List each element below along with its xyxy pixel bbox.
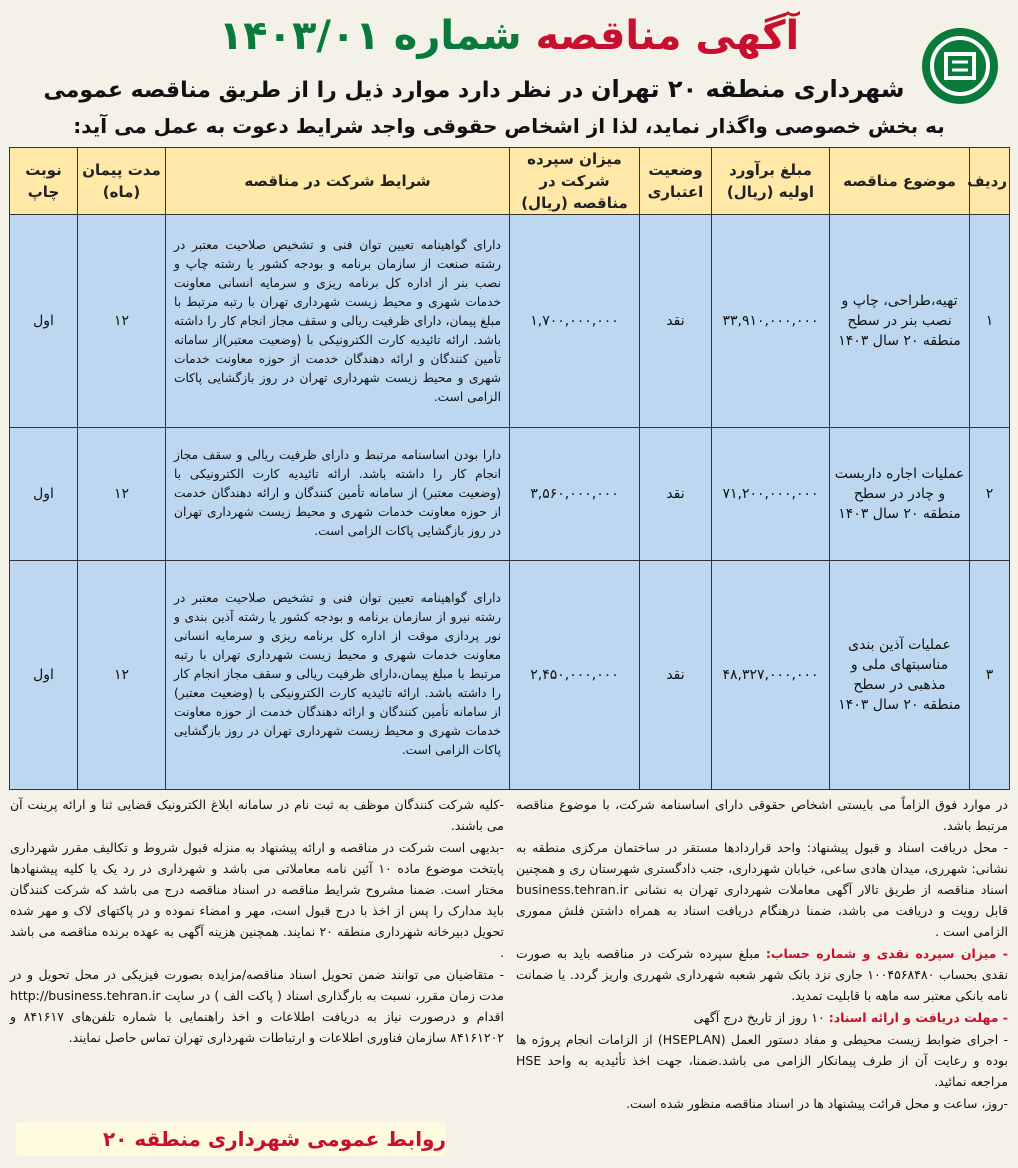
intro-rest: در نظر دارد موارد ذیل را از طریق مناقصه عمومی	[43, 78, 584, 103]
note-opening: -روز، ساعت و محل قرائت پیشنهاد ها در اسناد مناقصه منظور شده است.	[626, 1096, 1008, 1111]
intro-bold: شهرداری منطقه ۲۰ تهران	[591, 75, 905, 103]
notice-title	[110, 12, 908, 60]
note-deposit	[516, 943, 1008, 1006]
cell-duration: ۱۲	[78, 428, 166, 561]
cell-deposit: ۲,۴۵۰,۰۰۰,۰۰۰	[510, 560, 640, 789]
cell-credit: نقد	[640, 215, 712, 428]
note-acceptance: -بدیهی است شرکت در مناقصه و ارائه پیشنهاد به منزله قبول شروط و تکالیف مقرر شهرداری پایتخت موضوع ماده ۱۰ آئین نامه معاملاتی می باشد و شهرداری در رد یک یا کلیه پیشنهادها مختار است. ضمنا مشروح شرایط مناقصه در اسناد مناقصه درج می باشد که شرکت کنندگان باید مدارک را پس از اخذ با درج قبول است، مهر و امضاء نموده و در پاکتهای لاک و مهر شده تحویل دبیرخانه شهرداری منطقه ۲۰ نمایند. همچنین هزینه آگهی به عهده برنده مناقصه می باشد .	[10, 840, 505, 960]
cell-print: اول	[10, 215, 78, 428]
cell-duration: ۱۲	[78, 215, 166, 428]
deadline-label: - مهلت دریافت و ارائه اسناد:	[828, 1010, 1008, 1025]
table-row	[10, 428, 1010, 561]
note-legal-entity: در موارد فوق الزاماً می بایستی اشخاص حقوقی دارای اساسنامه شرکت، با موضوع مناقصه مرتبط باشد.	[516, 797, 1008, 833]
cell-subject: تهیه،طراحی، چاپ و نصب بنر در سطح منطقه ۲۰ سال ۱۴۰۳	[830, 215, 970, 428]
header-credit: وضعیت اعتباری	[640, 148, 712, 215]
deposit-label: - میزان سپرده نقدی و شماره حساب:	[765, 946, 1008, 961]
cell-estimate: ۷۱,۲۰۰,۰۰۰,۰۰۰	[712, 428, 830, 561]
title-number: شماره ۱۴۰۳/۰۱	[218, 13, 522, 59]
cell-subject: عملیات اجاره داربست و چادر در سطح منطقه ۲۰ سال ۱۴۰۳	[830, 428, 970, 561]
notes-section	[10, 794, 1008, 1124]
header-conditions: شرایط شرکت در مناقصه	[166, 148, 510, 215]
cell-row-number: ۳	[970, 560, 1010, 789]
note-deadline	[516, 1007, 1008, 1028]
title-main: آگهی مناقصه	[535, 13, 800, 59]
notes-left-column	[10, 794, 504, 1049]
note-hse: - اجرای ضوابط زیست محیطی و مفاد دستور العمل (HSEPLAN) از الزامات انجام پروژه ها بوده و رعایت آن از طرف پیمانکار الزامی می باشد.ضمنا، جهت اخذ تأئیدیه به واحد HSE مراجعه نمائید.	[516, 1032, 1008, 1089]
table-header-row	[10, 148, 1010, 215]
cell-credit: نقد	[640, 560, 712, 789]
cell-print: اول	[10, 560, 78, 789]
header-subject: موضوع مناقصه	[830, 148, 970, 215]
header-row-number: ردیف	[970, 148, 1010, 215]
cell-subject: عملیات آذین بندی مناسبتهای ملی و مذهبی در سطح منطقه ۲۰ سال ۱۴۰۳	[830, 560, 970, 789]
header-estimate: مبلغ برآورد اولیه (ریال)	[712, 148, 830, 215]
deadline-text: ۱۰ روز از تاریخ درج آگهی	[693, 1010, 829, 1025]
intro-line-2: به بخش خصوصی واگذار نماید، لذا از اشخاص حقوقی واجد شرایط دعوت به عمل می آید:	[73, 114, 945, 138]
public-relations-footer: روابط عمومی شهرداری منطقه ۲۰	[16, 1122, 446, 1156]
notes-right-column	[516, 794, 1008, 1115]
header-deposit: میزان سپرده شرکت در مناقصه (ریال)	[510, 148, 640, 215]
cell-row-number: ۲	[970, 428, 1010, 561]
municipality-logo-icon	[916, 22, 1004, 110]
note-upload: - متقاضیان می توانند ضمن تحویل اسناد مناقصه/مزایده بصورت فیزیکی در محل تحویل و در مدت زمان مقرر، نسبت به بارگذاری اسناد ( پاکت الف ) در سایت http://business.tehran.ir اقدام و درصورت نیاز به دریافت اطلاعات و اخذ راهنمایی با شماره تلفن‌های ۸۴۱۶۱۷ و ۸۴۱۶۱۲۰۲ سازمان فناوری اطلاعات و ارتباطات شهرداری تهران تماس حاصل نمایند.	[10, 967, 504, 1045]
cell-estimate: ۳۳,۹۱۰,۰۰۰,۰۰۰	[712, 215, 830, 428]
cell-deposit: ۳,۵۶۰,۰۰۰,۰۰۰	[510, 428, 640, 561]
header-print: نوبت چاپ	[10, 148, 78, 215]
cell-conditions: دارای گواهینامه تعیین توان فنی و تشخیص صلاحیت معتبر در رشته صنعت از سازمان برنامه و بودجه کشور یا رشته چاپ و نصب بنر از اداره کل برنامه ریزی و سرمایه انسانی معاونت خدمات شهری و محیط زیست شهرداری تهران با رتبه مرتبط با مبلغ پیمان، دارای ظرفیت ریالی و سقف مجاز انجام کار را داشته باشد. ارائه تائیدیه کارت الکترونیکی با (وضعیت معتبر)از سامانه تأمین کنندگان و ارائه دهندگان خدمت از حوزه معاونت خدمات شهری و محیط زیست شهرداری تهران در روز بازگشایی پاکات الزامی است.	[166, 215, 510, 428]
notice-header	[0, 0, 1018, 150]
cell-print: اول	[10, 428, 78, 561]
cell-deposit: ۱,۷۰۰,۰۰۰,۰۰۰	[510, 215, 640, 428]
note-sana-registration: -کلیه شرکت کنندگان موظف به ثبت نام در سامانه ابلاغ الکترونیک قضایی ثنا و ارائه پرینت آن می باشند.	[10, 797, 504, 833]
cell-conditions: دارای گواهینامه تعیین توان فنی و تشخیص صلاحیت معتبر در رشته نیرو از سازمان برنامه و بودجه کشور یا رشته آذین بندی و نور پردازی موقت از اداره کل برنامه ریزی و سرمایه انسانی معاونت خدمات شهری و محیط زیست شهرداری تهران با رتبه مرتبط با مبلغ پیمان،دارای ظرفیت ریالی و سقف مجاز انجام کار را داشته باشد. ارائه تائیدیه کارت الکترونیکی با (وضعیت معتبر) از سامانه تأمین کنندگان و ارائه دهندگان خدمت از حوزه معاونت خدمات شهری و محیط زیست شهرداری تهران در روز بازگشایی پاکات الزامی است.	[166, 560, 510, 789]
cell-conditions: دارا بودن اساسنامه مرتبط و دارای ظرفیت ریالی و سقف مجاز انجام کار را داشته باشد. ارائه تائیدیه کارت الکترونیکی با (وضعیت معتبر) از سامانه تأمین کنندگان و ارائه دهندگان خدمت از حوزه معاونت خدمات شهری و محیط زیست شهرداری تهران در روز بازگشایی پاکات الزامی است.	[166, 428, 510, 561]
note-documents-location: - محل دریافت اسناد و قبول پیشنهاد: واحد قراردادها مستقر در ساختمان مرکزی منطقه به نشانی: شهرری، میدان هادی ساعی، خیابان شهرداری، جنب دادگستری شهرستان ری و همچنین اسناد مناقصه از طریق تالار آگهی معاملات شهرداری تهران به نشانی business.tehran.ir قابل رویت و دریافت می باشد، ضمنا درهنگام دریافت اسناد به همراه داشتن فلش مموری الزامی است .	[516, 840, 1008, 939]
table-row	[10, 560, 1010, 789]
table-row	[10, 215, 1010, 428]
cell-estimate: ۴۸,۳۲۷,۰۰۰,۰۰۰	[712, 560, 830, 789]
header-duration: مدت پیمان (ماه)	[78, 148, 166, 215]
deposit-text: مبلغ سپرده شرکت در مناقصه باید به صورت نقدی بحساب ۱۰۰۴۵۶۸۴۸۰ جاری نزد بانک شهر شعبه شهرداری شهرری واریز گردد. یا ضمانت نامه بانکی معتبر سه ماهه با قابلیت تمدید.	[516, 946, 1008, 1003]
cell-credit: نقد	[640, 428, 712, 561]
cell-duration: ۱۲	[78, 560, 166, 789]
tender-table	[9, 147, 1010, 790]
intro-line-1	[40, 74, 908, 106]
cell-row-number: ۱	[970, 215, 1010, 428]
